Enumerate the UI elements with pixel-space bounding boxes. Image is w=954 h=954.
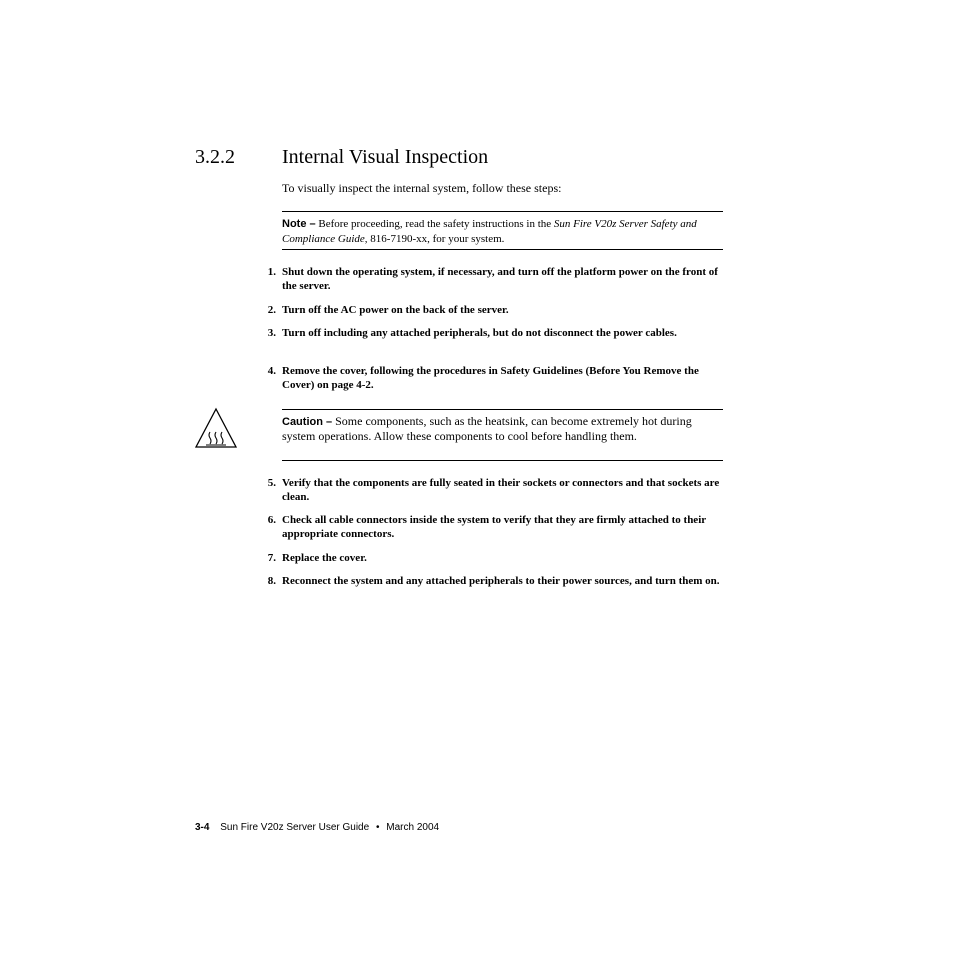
step-5 xyxy=(262,476,724,504)
step-text: Reconnect the system and any attached peripherals to their power sources, and turn them on. xyxy=(282,575,720,587)
footer-doc-title: Sun Fire V20z Server User Guide xyxy=(220,822,370,833)
footer-separator: • xyxy=(375,822,380,833)
hot-surface-warning-icon xyxy=(195,407,237,449)
section-number: 3.2.2 xyxy=(195,146,235,168)
step-3 xyxy=(262,326,724,340)
footer-date: March 2004 xyxy=(386,822,440,833)
step-number: 4. xyxy=(267,365,276,377)
footer-page-number: 3-4 xyxy=(195,822,210,833)
step-number: 8. xyxy=(267,575,276,587)
step-text: Shut down the operating system, if necessary, and turn off the platform power on the front of the server. xyxy=(282,266,718,292)
step-number: 3. xyxy=(267,327,276,339)
step-4 xyxy=(262,364,724,392)
step-number: 6. xyxy=(267,514,276,526)
step-8 xyxy=(262,574,724,588)
intro-text: To visually inspect the internal system, follow these steps: xyxy=(282,181,562,195)
caution-text: Some components, such as the heatsink, can become extremely hot during system operations. Allow these components to cool before handling them. xyxy=(282,414,692,443)
step-text: Verify that the components are fully seated in their sockets or connectors and that sockets are clean. xyxy=(282,477,720,503)
step-number: 7. xyxy=(267,552,276,564)
step-number: 1. xyxy=(267,266,276,278)
step-7 xyxy=(262,551,724,565)
caution-box xyxy=(282,409,723,461)
note-label: Note – xyxy=(282,218,316,230)
caution-label: Caution – xyxy=(282,416,333,428)
note-box xyxy=(282,211,723,250)
step-text: Replace the cover. xyxy=(282,552,367,564)
note-doc-title: Sun Fire V20z Server Safety and Compliance Guide, xyxy=(282,218,697,245)
step-number: 2. xyxy=(267,304,276,316)
step-text: Turn off including any attached peripherals, but do not disconnect the power cables. xyxy=(282,327,677,339)
note-text-before: Before proceeding, read the safety instructions in the xyxy=(318,218,552,230)
step-1 xyxy=(262,265,724,293)
note-text-after: 816-7190-xx, for your system. xyxy=(370,233,505,245)
section-title: Internal Visual Inspection xyxy=(282,146,489,168)
step-text: Remove the cover, following the procedures in Safety Guidelines (Before You Remove the Cover) on page 4-2. xyxy=(282,365,699,391)
step-text: Turn off the AC power on the back of the server. xyxy=(282,304,509,316)
step-text: Check all cable connectors inside the system to verify that they are firmly attached to their appropriate connectors. xyxy=(282,514,706,540)
step-2 xyxy=(262,303,724,317)
step-number: 5. xyxy=(267,477,276,489)
step-6 xyxy=(262,513,724,541)
page-footer xyxy=(195,822,439,833)
